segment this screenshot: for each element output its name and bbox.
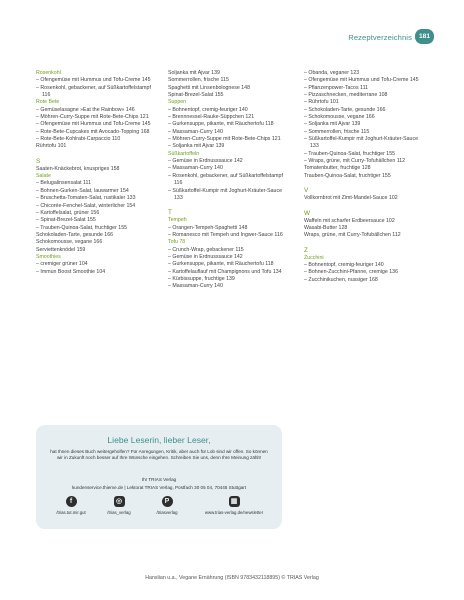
index-column-2 [168,70,292,291]
index-subentry: – Gurkensuppe, pikante, mit Räuchertofu 118 [168,121,292,128]
index-letter-heading: V [304,187,309,195]
index-subentry: – Trauben-Quinoa-Salat, fruchtiger 155 [304,151,428,158]
index-entry: Serviettenknödel 159 [36,246,86,253]
pinterest-icon: P [162,496,173,507]
index-entry: Wasabi-Butter 128 [304,224,348,231]
social-links [46,496,272,524]
index-subentry: – Schokoladen-Tarte, gesunde 166 [304,107,428,114]
index-subentry: – Kürbissuppe, fruchtige 139 [168,276,292,283]
index-subentry: – Bohnentopf, cremig-feuriger 140 [304,262,428,269]
index-entry: Schokomousse, vegane 166 [36,239,103,246]
index-subentry: – Rote-Bete-Cupcakes mit Avocado-Topping 168 [36,129,160,136]
index-category: Salate [36,173,51,180]
index-subentry: – Rosenkohl, gebackener, auf Süßkartoffelstampf 116 [36,85,160,100]
index-subentry: – Möhren-Curry-Suppe mit Rote-Bete-Chips 121 [168,136,292,143]
index-subentry: – Chicorée-Fenchel-Salat, winterlicher 154 [36,203,160,210]
index-subentry: – Wraps, grüne, mit Curry-Tofuhällchen 112 [304,158,428,165]
social-label: /trias_verlag [107,510,131,515]
index-subentry: – Immun Boost Smoothie 104 [36,269,160,276]
page-footer-citation: Hanslian u.a., Vegane Ernährung (ISBN 9783432118895) © TRIAS Verlag [145,575,319,581]
index-column-3 [304,70,428,284]
index-subentry: – Spinat-Brezel-Salat 155 [36,217,160,224]
index-subentry: – Massaman-Curry 140 [168,283,292,290]
index-category: Rote Bete [36,99,60,106]
index-subentry: – Pflanzenpower-Tacos 111 [304,85,428,92]
index-subentry: – Gemüse in Erdnusssauce 142 [168,254,292,261]
index-subentry: – Soljanka mit Ajvar 139 [168,143,292,150]
index-subentry: – Zucchinikuchen, nussiger 168 [304,277,428,284]
index-subentry: – Massaman-Curry 140 [168,165,292,172]
social-label: www.trias-verlag.de/newsletter [204,510,264,515]
index-letter-heading: Z [304,246,308,254]
index-subentry: – Gemüse in Erdnusssauce 142 [168,158,292,165]
index-subentry: – Gurkensuppe, pikante, mit Räuchertofu 118 [168,261,292,268]
index-letter-heading: S [36,157,41,165]
index-category: Rosenkohl [36,70,61,76]
index-entry: Spinat-Brezel-Salat 155 [168,92,224,99]
index-subentry: – Soljanka mit Ajvar 139 [304,121,428,128]
index-category: Smoothies [36,253,61,260]
index-subentry: – Crunch-Wrap, gebackener 115 [168,247,292,254]
social-label: /triasverlag [156,510,178,515]
social-link-website[interactable] [196,496,272,515]
index-subentry: – Belugalinsensalat 111 [36,180,160,187]
publisher-contact-line: kundenservice.thieme.de | Lektorat TRIAS Verlag, Postfach 30 05 04, 70445 Stuttgart [72,485,246,490]
index-subentry: – Gemüselasagne »Eat the Rainbow« 146 [36,107,160,114]
index-subentry: – Romanesco mit Tempeh und Ingwer-Sauce 116 [168,232,292,239]
index-subentry: – Kartoffelsalat, grüner 156 [36,210,160,217]
index-category: Zucchini [304,254,324,261]
facebook-icon: f [66,496,77,507]
index-subentry: – Bohnen-Gurken-Salat, lauwarmer 154 [36,188,160,195]
social-label: /trias.tut.mir.gut [56,510,86,515]
index-subentry: – Obanda, veganer 123 [304,70,428,77]
index-entry: Soljanka mit Ajvar 139 [168,70,220,76]
index-subentry: – Ofengemüse mit Hummus und Tofu-Creme 145 [36,121,160,128]
index-subentry: – Trauben-Quinoa-Salat, fruchtiger 155 [36,225,160,232]
instagram-icon: ◎ [114,496,125,507]
index-category: Tempeh [168,217,187,224]
index-entry: Waffeln mit scharfer Erdbeersauce 102 [304,217,395,224]
index-subentry: – Sommerrollen, frische 115 [304,129,428,136]
index-letter-heading: W [304,209,311,217]
social-link-pinterest[interactable] [142,496,192,515]
social-link-facebook[interactable] [46,496,96,515]
index-subentry: – Pizzaschnecken, mediterrane 108 [304,92,428,99]
website-icon: ▦ [229,496,240,507]
index-subentry: – cremiger grüner 104 [36,261,160,268]
feedback-heading: Liebe Leserin, lieber Leser, [107,435,211,445]
index-subentry: – Süßkartoffel-Kumpir mit Joghurt-Kräuter-Sauce 133 [304,136,428,151]
index-entry: Tomatenbutter, fruchtige 128 [304,165,371,172]
index-category: Süßkartoffeln [168,150,200,157]
feedback-body-text: hat Ihnen dieses Buch weitergeholfen? Für Anregungen, Kritik, aber auch für Lob sind wir offen. So können wir in Zukunft noch besser auf Ihre Wünsche eingehen. Schreiben Sie uns, denn Ihre Meinung zählt! [50,449,268,461]
index-category: Suppen [168,99,187,106]
index-subentry: – Bohnen-Zucchini-Pfanne, cremige 136 [304,269,428,276]
index-subentry: – Rührtofu 101 [304,99,428,106]
index-entry: Spaghetti mit Linsenbolognese 148 [168,84,251,91]
index-entry: Saaten-Knäckebrot, knuspriges 158 [36,165,120,172]
index-entry: Wraps, grüne, mit Curry-Tofubällchen 112 [304,232,401,239]
index-subentry: – Rosenkohl, gebackener, auf Süßkartoffelstampf 116 [168,173,292,188]
index-subentry: – Ofengemüse mit Hummus und Tofu-Creme 145 [36,77,160,84]
section-title: Rezeptverzeichnis [348,33,412,42]
index-entry: Vollkornbrot mit Zimt-Mandel-Sauce 102 [304,195,398,202]
reader-feedback-box [36,425,282,529]
page-number-badge: 181 [415,29,434,44]
index-subentry: – Orangen-Tempeh-Spaghetti 148 [168,225,292,232]
index-subentry: – Schokomousse, vegane 166 [304,114,428,121]
social-link-instagram[interactable] [94,496,144,515]
index-subentry: – Möhren-Curry-Suppe mit Rote-Bete-Chips 121 [36,114,160,121]
index-category: Tofu 78 [168,239,186,246]
index-subentry: – Bohnentopf, cremig-feuriger 140 [168,107,292,114]
index-subentry: – Rote-Bete-Kohlrabi-Carpaccio 110 [36,136,160,143]
index-subentry: – Süßkartoffel-Kumpir mit Joghurt-Kräuter-Sauce 133 [168,188,292,203]
index-entry: Schokoladen-Tarte, gesunde 166 [36,231,114,238]
index-column-1 [36,70,160,276]
index-entry: Rührtofu 101 [36,143,67,150]
index-letter-heading: T [168,209,172,217]
index-subentry: – Bruschetta-Tomaten-Salat, rustikaler 133 [36,195,160,202]
index-subentry: – Kartoffelauflauf mit Champignons und Tofu 134 [168,269,292,276]
index-entry: Trauben-Quinoa-Salat, fruchtiger 155 [304,172,391,179]
index-entry: Sommerrollen, frische 115 [168,77,229,84]
index-subentry: – Massaman-Curry 140 [168,129,292,136]
index-subentry: – Brennnessel-Rauke-Süppchen 121 [168,114,292,121]
index-subentry: – Ofengemüse mit Hummus und Tofu-Creme 145 [304,77,428,84]
publisher-signature: Ihr TRIAS Verlag [141,477,177,482]
